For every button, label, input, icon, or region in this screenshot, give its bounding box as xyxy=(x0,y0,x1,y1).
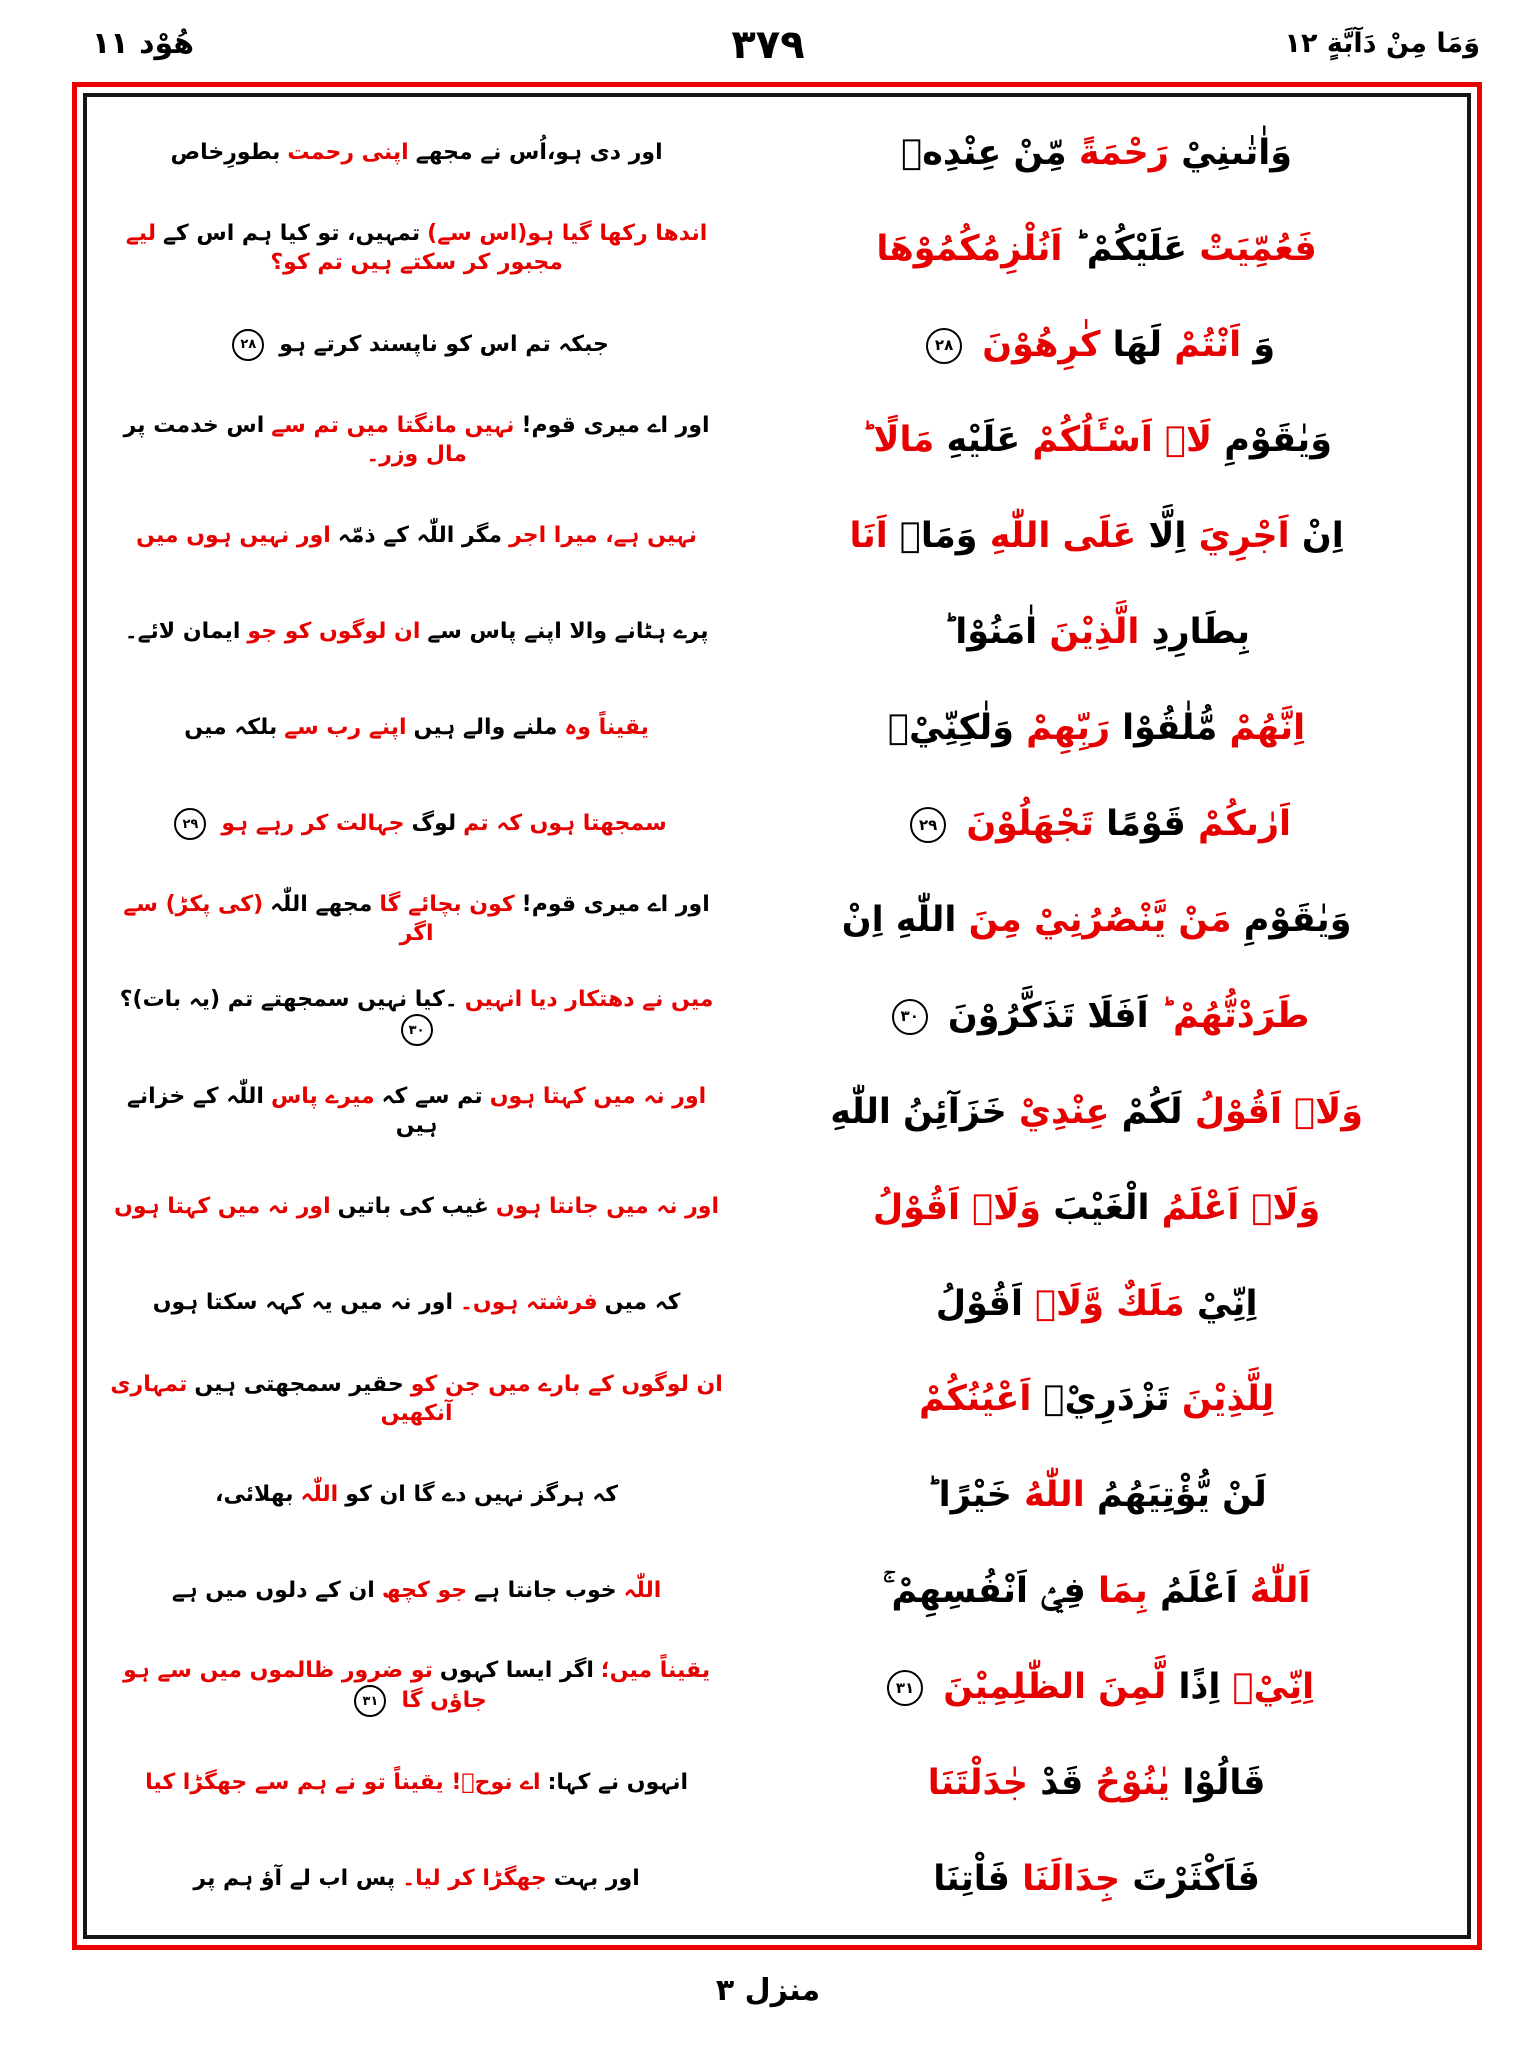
text-segment: تو ضرور ظالموں میں سے ہو جاؤں گا xyxy=(123,1657,487,1714)
text-segment: کہ میں xyxy=(604,1290,681,1316)
text-segment: اللّٰہ کے خزانے ہیں xyxy=(127,1084,438,1138)
text-segment: ان لوگوں کو جو xyxy=(247,619,421,645)
page-border-frame xyxy=(72,82,1482,1950)
text-segment: فَاَكْثَرْتَ xyxy=(1132,1858,1260,1899)
text-segment: اِنِّيْۤ xyxy=(1232,1667,1315,1708)
text-segment: جھگڑا کر لیا۔ xyxy=(402,1865,547,1891)
text-segment: اگر ایسا کہوں xyxy=(439,1657,594,1683)
text-segment: اپنی رحمت xyxy=(287,139,409,165)
text-segment: لوگ xyxy=(411,811,457,837)
line-row xyxy=(97,489,1457,585)
text-segment: حقیر سمجھتی ہیں xyxy=(194,1371,404,1397)
text-segment: الَّذِيْنَ xyxy=(1049,612,1140,653)
text-segment: وَيٰقَوْمِ xyxy=(1243,899,1352,940)
text-segment: مَالًا ؕ xyxy=(861,420,935,461)
text-segment: تَجْهَلُوْنَ xyxy=(966,804,1094,845)
arabic-verse-line xyxy=(736,900,1457,940)
text-segment: اندھا رکھا گیا ہو(اس سے) xyxy=(427,221,708,247)
arabic-verse-line xyxy=(736,516,1457,556)
text-segment: اَنَا xyxy=(849,516,888,557)
text-segment: اور دی ہو،اُس نے مجھے xyxy=(415,139,663,165)
urdu-translation-line xyxy=(97,220,736,277)
text-segment: مَنْ يَّنْصُرُنِيْ مِنَ xyxy=(968,899,1232,940)
text-segment: اَفَلَا تَذَكَّرُوْنَ xyxy=(947,995,1149,1036)
text-segment: اٰمَنُوْا ؕ xyxy=(943,612,1038,653)
text-segment: عَلَى اللّٰهِ xyxy=(989,516,1137,557)
urdu-translation-line xyxy=(97,1865,736,1894)
text-segment: اللّٰہ xyxy=(623,1578,662,1603)
text-segment: خَزَآئِنُ اللّٰهِ xyxy=(830,1091,1007,1132)
text-segment: تمہیں، تو کیا ہم اس کے xyxy=(163,221,421,247)
line-row xyxy=(97,1639,1457,1735)
verse-number-badge: ۳۰ xyxy=(401,1014,433,1046)
arabic-verse-line xyxy=(736,229,1457,269)
arabic-verse-line xyxy=(736,1379,1457,1419)
text-segment: مَلَكٌ وَّلَاۤ xyxy=(1035,1283,1185,1324)
arabic-verse-line xyxy=(736,804,1457,844)
text-segment: ان کے دلوں میں ہے xyxy=(171,1578,375,1603)
text-segment: کہ ہرگز نہیں دے گا ان کو xyxy=(345,1482,618,1508)
text-segment: اَنْتُمْ xyxy=(1174,324,1242,365)
text-segment: ایمان لائے۔ xyxy=(124,619,241,645)
arabic-verse-line xyxy=(736,1667,1457,1707)
verse-number-badge: ۲۹ xyxy=(174,808,206,840)
text-segment: جہالت کر رہے ہو xyxy=(221,811,405,837)
text-segment: غیب کی باتیں xyxy=(337,1194,489,1220)
text-segment: اے نوحؑ! یقیناً تو نے ہم سے جھگڑا کیا xyxy=(145,1769,541,1795)
text-segment: جبکہ تم اس کو ناپسند کرتے ہو xyxy=(279,331,609,357)
page-number-label: ۳۷۹ xyxy=(731,22,805,68)
urdu-translation-line xyxy=(97,522,736,551)
text-segment: اَنُلْزِمُكُمُوْهَا xyxy=(876,228,1063,269)
text-segment: لَاۤ اَسْـَٔلُكُمْ xyxy=(1032,420,1213,461)
urdu-translation-line xyxy=(97,1657,736,1718)
inner-border xyxy=(83,93,1471,1939)
text-segment: نہیں مانگتا میں تم سے xyxy=(271,413,515,439)
text-segment: ملنے والے ہیں xyxy=(413,714,558,740)
text-segment: یقیناً میں؛ xyxy=(600,1657,711,1683)
text-segment: وَيٰقَوْمِ xyxy=(1224,420,1332,461)
urdu-translation-line xyxy=(97,1289,736,1318)
text-segment: بِمَا xyxy=(1098,1571,1148,1612)
text-segment: لیے مجبور کر سکتے ہیں تم کو؟ xyxy=(125,221,563,275)
text-segment: لِلَّذِيْنَ xyxy=(1181,1379,1275,1420)
line-row xyxy=(97,1256,1457,1352)
arabic-verse-line xyxy=(736,996,1457,1036)
text-segment: مُّلٰقُوْا xyxy=(1122,708,1218,749)
arabic-verse-line xyxy=(736,133,1457,173)
arabic-verse-line xyxy=(736,1188,1457,1228)
text-segment: قَدْ xyxy=(1040,1762,1084,1803)
line-row xyxy=(97,1831,1457,1927)
line-row xyxy=(97,1543,1457,1639)
text-segment: کون بچائے گا xyxy=(379,892,515,918)
text-segment: اور نہ میں جانتا ہوں xyxy=(495,1194,720,1220)
text-segment: اس خدمت پر xyxy=(123,413,265,439)
line-row xyxy=(97,680,1457,776)
line-row xyxy=(97,1064,1457,1160)
text-segment: پرے ہٹانے والا اپنے پاس سے xyxy=(427,619,709,645)
text-segment: بِطَارِدِ xyxy=(1151,612,1251,653)
text-segment: اللّٰہ xyxy=(300,1482,339,1508)
text-segment: رَحْمَةً xyxy=(1078,132,1169,173)
text-segment: جِدَالَنَا xyxy=(1022,1858,1121,1899)
text-segment: اور نہ میں کہتا ہوں xyxy=(114,1194,331,1220)
text-segment: جٰدَلْتَنَا xyxy=(927,1762,1028,1803)
text-segment: خَيْرًا ؕ xyxy=(926,1475,1012,1516)
line-row xyxy=(97,872,1457,968)
text-segment: قَالُوْا xyxy=(1182,1762,1266,1803)
text-segment: لَنْ يُّؤْتِيَهُمُ xyxy=(1096,1475,1267,1516)
text-segment: اَعْلَمُ xyxy=(1159,1571,1238,1612)
text-segment: اور نہ میں یہ کہہ سکتا ہوں xyxy=(152,1290,454,1316)
urdu-translation-line xyxy=(97,329,736,361)
text-segment: مال وزر۔ xyxy=(366,441,467,467)
verse-number-badge: ۲۸ xyxy=(926,328,962,364)
arabic-verse-line xyxy=(736,1571,1457,1611)
urdu-translation-line xyxy=(97,1577,736,1606)
text-segment: وَ xyxy=(1253,324,1276,365)
manzil-label: منزل ۳ xyxy=(715,1973,821,2008)
text-segment: فِيْۤ اَنْفُسِهِمْ ۚ xyxy=(882,1571,1086,1612)
verse-number-badge: ۳۰ xyxy=(892,999,928,1035)
arabic-verse-line xyxy=(736,325,1457,365)
line-row xyxy=(97,393,1457,489)
line-row xyxy=(97,1352,1457,1448)
text-segment: بھلائی، xyxy=(215,1482,294,1508)
verse-number-badge: ۳۱ xyxy=(887,1670,923,1706)
text-segment: اِنْ xyxy=(1301,516,1344,557)
surah-name-label: هُوْد ۱۱ xyxy=(92,26,195,61)
arabic-verse-line xyxy=(736,1859,1457,1899)
arabic-verse-line xyxy=(736,1092,1457,1132)
text-segment: یقیناً وہ xyxy=(564,714,649,740)
text-segment: پس اب لے آؤ ہم پر xyxy=(193,1865,396,1891)
text-segment: تم سے کہ xyxy=(381,1084,483,1110)
verse-number-badge: ۲۸ xyxy=(232,329,264,361)
text-segment: عَلَيْكُمْ ؕ xyxy=(1074,228,1188,269)
text-segment: انہوں نے کہا: xyxy=(547,1769,689,1795)
text-segment: فَاْتِنَا xyxy=(933,1858,1010,1899)
text-segment: مجھے اللّٰہ xyxy=(270,892,373,918)
urdu-translation-line xyxy=(97,1481,736,1510)
text-segment: اِذًا xyxy=(1178,1667,1221,1708)
text-segment: اور نہ میں کہتا ہوں xyxy=(489,1084,707,1110)
text-segment: كٰرِهُوْنَ xyxy=(982,324,1101,365)
arabic-verse-line xyxy=(736,708,1457,748)
text-segment: اپنے رب سے xyxy=(284,714,407,740)
arabic-verse-line xyxy=(736,1763,1457,1803)
text-segment: جو کچھ xyxy=(381,1578,468,1603)
verse-number-badge: ۳۱ xyxy=(354,1685,386,1717)
text-segment: مِّنْ عِنْدِهٖ xyxy=(901,132,1067,173)
text-segment: عِنْدِيْ xyxy=(1018,1091,1110,1132)
text-segment: سمجھتا ہوں کہ تم xyxy=(463,811,667,837)
text-segment: فَعُمِّيَتْ xyxy=(1199,228,1317,269)
text-segment: لَّمِنَ الظّٰلِمِيْنَ xyxy=(943,1667,1167,1708)
arabic-verse-line xyxy=(736,612,1457,652)
line-row xyxy=(97,1160,1457,1256)
text-segment: قَوْمًا xyxy=(1106,804,1186,845)
text-segment: اِلَّا xyxy=(1148,516,1187,557)
text-segment: لَهَا xyxy=(1112,324,1163,365)
text-segment: نہیں ہے، میرا اجر xyxy=(509,523,698,549)
urdu-translation-line xyxy=(97,714,736,743)
text-segment: وَلَاۤ اَقُوْلُ xyxy=(1194,1091,1363,1132)
text-segment: (کی پکڑ) سے اگر xyxy=(123,892,434,947)
urdu-translation-line xyxy=(97,891,736,948)
text-segment: اللّٰهُ xyxy=(1024,1475,1085,1516)
text-segment: طَرَدْتُّهُمْ ؕ xyxy=(1160,995,1310,1036)
text-segment: میرے پاس xyxy=(270,1084,375,1110)
urdu-translation-line xyxy=(97,139,736,168)
juz-name-label: وَمَا مِنْ دَآبَّةٍ ۱۲ xyxy=(1284,28,1480,59)
line-row xyxy=(97,1447,1457,1543)
text-lines-container xyxy=(97,105,1457,1927)
text-segment: رَبِّهِمْ xyxy=(1026,708,1110,749)
line-row xyxy=(97,968,1457,1064)
line-row xyxy=(97,584,1457,680)
text-segment: تمہاری آنکھیں xyxy=(110,1371,453,1426)
text-segment: اور نہیں ہوں میں xyxy=(136,523,331,549)
arabic-verse-line xyxy=(736,420,1457,460)
verse-number-badge: ۲۹ xyxy=(910,807,946,843)
text-segment: يٰنُوْحُ xyxy=(1095,1762,1171,1803)
text-segment: لَكُمْ xyxy=(1121,1091,1183,1132)
text-segment: اَرٰىكُمْ xyxy=(1197,804,1292,845)
line-row xyxy=(97,105,1457,201)
urdu-translation-line xyxy=(97,1371,736,1428)
arabic-verse-line xyxy=(736,1475,1457,1515)
text-segment: فرشتہ ہوں۔ xyxy=(460,1290,598,1316)
line-row xyxy=(97,297,1457,393)
text-segment: اَجْرِيَ xyxy=(1198,516,1290,557)
line-row xyxy=(97,1735,1457,1831)
text-segment: اِنِّيْ xyxy=(1196,1283,1258,1324)
text-segment: وَاٰتٰىنِيْ xyxy=(1181,132,1292,173)
line-row xyxy=(97,776,1457,872)
text-segment: اور اے میری قوم! xyxy=(521,413,710,439)
text-segment: اللّٰهِ اِنْ xyxy=(841,899,957,940)
urdu-translation-line xyxy=(97,1193,736,1222)
text-segment: الْغَيْبَ xyxy=(1053,1187,1150,1228)
text-segment: ۔کیا نہیں سمجھتے تم (یہ بات)؟ xyxy=(119,986,458,1012)
text-segment: اَعْيُنُكُمْ xyxy=(919,1379,1032,1420)
text-segment: وَلَاۤ اَقُوْلُ xyxy=(872,1187,1042,1228)
text-segment: تَزْدَرِيْۤ xyxy=(1043,1379,1170,1420)
text-segment: ان لوگوں کے بارے میں جن کو xyxy=(410,1371,723,1397)
text-segment: میں نے دھتکار دیا انہیں xyxy=(464,986,714,1012)
text-segment: وَمَاۤ xyxy=(899,516,978,557)
urdu-translation-line xyxy=(97,618,736,647)
text-segment: اَللّٰهُ xyxy=(1249,1571,1311,1612)
urdu-translation-line xyxy=(97,986,736,1047)
text-segment: وَلٰكِنِّيْۤ xyxy=(888,708,1014,749)
urdu-translation-line xyxy=(97,808,736,840)
text-segment: اِنَّهُمْ xyxy=(1229,708,1306,749)
text-segment: اَقُوْلُ xyxy=(935,1283,1023,1324)
arabic-verse-line xyxy=(736,1284,1457,1324)
text-segment: وَلَاۤ اَعْلَمُ xyxy=(1161,1187,1321,1228)
urdu-translation-line xyxy=(97,412,736,469)
text-segment: بلکہ میں xyxy=(184,714,278,740)
text-segment: خوب جانتا ہے xyxy=(474,1578,617,1603)
text-segment: اور بہت xyxy=(553,1865,640,1891)
urdu-translation-line xyxy=(97,1083,736,1140)
line-row xyxy=(97,201,1457,297)
text-segment: اور اے میری قوم! xyxy=(521,892,710,918)
text-segment: مگر اللّٰہ کے ذمّہ xyxy=(337,523,503,549)
page-header xyxy=(0,16,1536,76)
urdu-translation-line xyxy=(97,1769,736,1798)
text-segment: عَلَيْهِ xyxy=(946,420,1021,461)
text-segment: بطورِخاص xyxy=(170,139,281,165)
